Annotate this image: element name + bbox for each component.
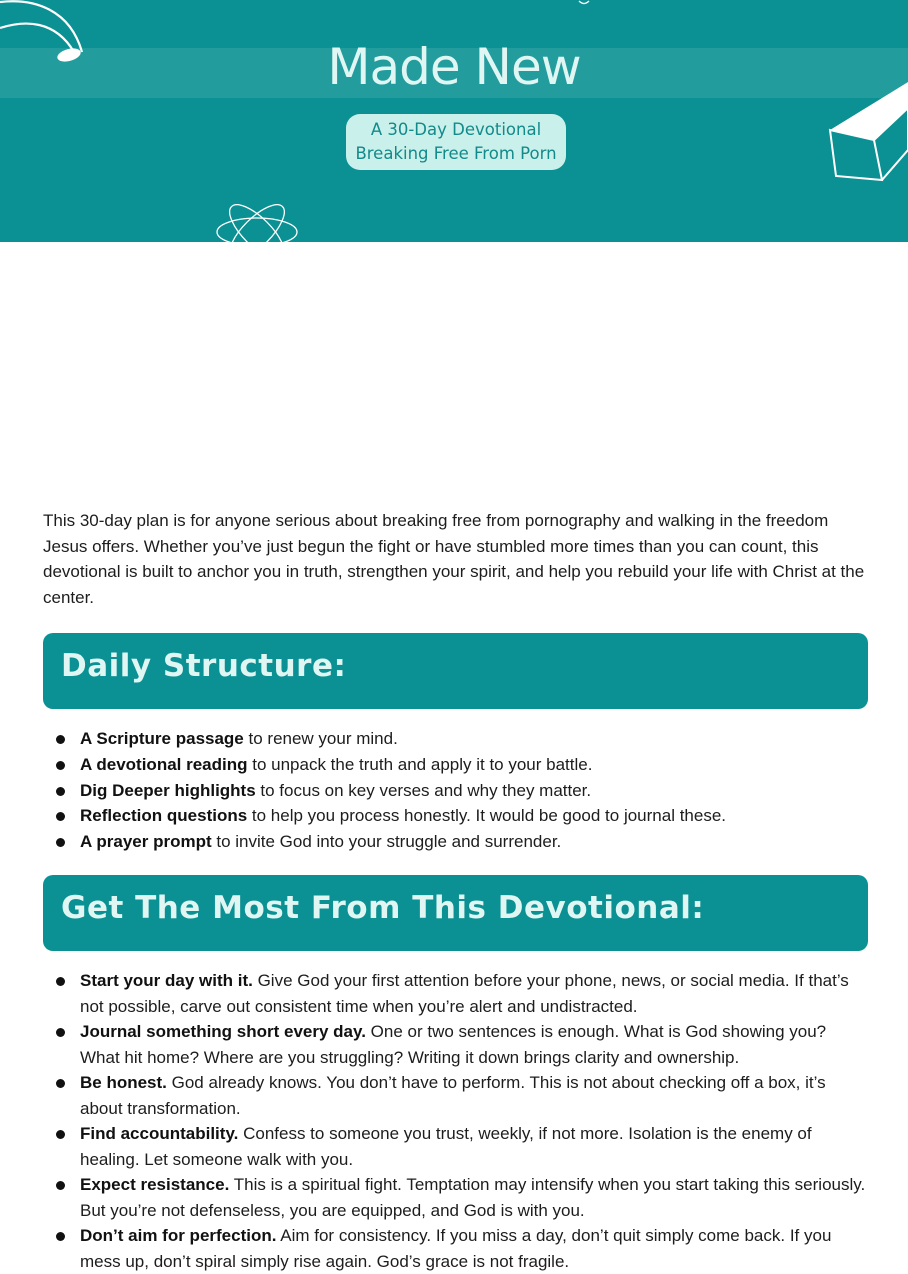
daily-structure-header [43, 633, 868, 709]
item-bold: Expect resistance. [80, 1175, 230, 1194]
list-item [80, 968, 870, 1019]
get-the-most-list [80, 968, 870, 1274]
item-bold: A devotional reading [80, 754, 248, 774]
list-item [80, 778, 870, 804]
item-text: to invite God into your struggle and surrender. [211, 832, 562, 852]
list-item [80, 1070, 870, 1121]
item-text: to renew your mind. [243, 729, 398, 748]
item-text: Confess to someone you trust, weekly, if not more. Isolation is the enemy of healing. Let someone walk with you. [80, 1124, 812, 1169]
item-text: Aim for consistency. If you miss a day, don’t quit simply come back. If you mess up, don’t spiral simply rise again. God’s grace is not fragile. [80, 1226, 832, 1271]
item-bold: Find accountability. [80, 1124, 239, 1143]
daily-structure-list [80, 726, 870, 855]
subtitle-line-1: A 30-Day Devotional [370, 120, 542, 139]
get-the-most-header [43, 875, 868, 951]
item-text: God already knows. You don’t have to perform. This is not about checking off a box, it’s about transformation. [80, 1073, 826, 1118]
list-item [80, 803, 870, 829]
get-the-most-heading: Get The Most From This Devotional: [61, 890, 705, 926]
item-text: Give God your first attention before your phone, news, or social media. If that’s not possible, carve out consistent time when you’re alert and undistracted. [80, 971, 849, 1016]
list-item [80, 1223, 870, 1274]
daily-structure-heading: Daily Structure: [61, 648, 347, 684]
list-item [80, 1019, 870, 1070]
dot-decoration-icon [578, 0, 590, 6]
item-text: This is a spiritual fight. Temptation may intensify when you start taking this seriously. But you’re not defenseless, you are equipped, and God is with you. [80, 1175, 866, 1220]
list-item [80, 1172, 870, 1223]
subtitle-line-2: Breaking Free From Porn [355, 144, 557, 163]
intro-paragraph: This 30-day plan is for anyone serious about breaking free from pornography and walking in the freedom Jesus offers. Whether you’ve just begun the fight or have stumbled more times than you can count, this devotional is built to anchor you in truth, strengthen your spirit, and help you rebuild your life with Christ at the center. [43, 511, 865, 607]
list-item [80, 829, 870, 855]
list-item [80, 726, 870, 752]
item-bold: A prayer prompt [80, 832, 212, 852]
item-bold: Dig Deeper highlights [80, 780, 256, 800]
item-bold: Don’t aim for perfection. [80, 1226, 277, 1245]
item-bold: Start your day with it. [80, 971, 253, 990]
list-item [80, 1121, 870, 1172]
subtitle-badge [346, 114, 566, 170]
item-text: One or two sentences is enough. What is God showing you? What hit home? Where are you struggling? Writing it down brings clarity and ownership. [80, 1022, 827, 1067]
item-bold: Reflection questions [80, 806, 248, 826]
item-bold: Be honest. [80, 1073, 167, 1092]
header-banner [0, 0, 908, 242]
item-text: to focus on key verses and why they matter. [255, 780, 592, 800]
atom-decoration-icon [214, 192, 300, 242]
item-text: to help you process honestly. It would be good to journal these. [247, 806, 727, 826]
item-bold: Journal something short every day. [80, 1022, 366, 1041]
list-item [80, 752, 870, 778]
page-title: Made New [327, 38, 581, 96]
item-text: to unpack the truth and apply it to your battle. [247, 754, 593, 774]
item-bold: A Scripture passage [80, 729, 244, 748]
